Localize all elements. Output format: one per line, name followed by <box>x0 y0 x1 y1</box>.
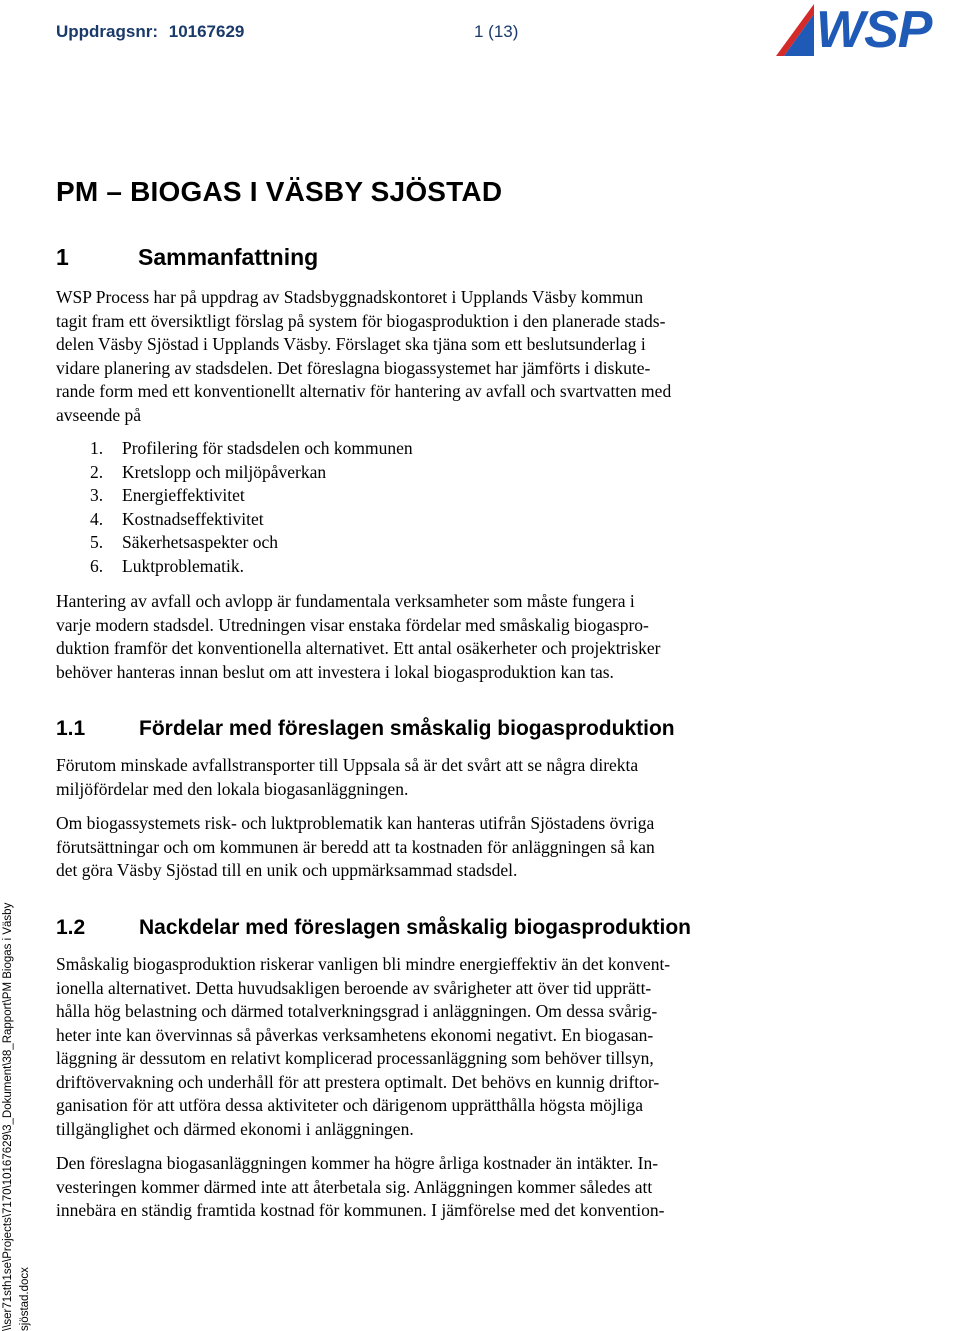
section-1-heading <box>56 244 318 271</box>
wsp-logo <box>770 0 960 62</box>
logo-text: WSP <box>816 1 932 59</box>
section-1-2-paragraph-1: Småskalig biogasproduktion riskerar vanligen bli mindre energieffektiv än det konvent- ionella alternativet. Detta huvudsakligen beroende av svårigheter att över tid upprätt- hålla hög belastning och därmed totalverkningsgrad i anläggningen. Om dessa svårig- heter inte kan övervinnas så påverkas verksamhetens ekonomi negativt. En biogasan- läggning är dessutom en relativt komplicerad processanläggning som behöver tillsyn, driftövervakning och underhåll för att prestera optimalt. Det behövs en kunnig driftor- ganisation för att utföra dessa aktiviteter och därigenom upprätthålla högsta möjliga tillgänglighet och därmed ekonomi i anläggningen. <box>56 954 671 1139</box>
document-title: PM – BIOGAS I VÄSBY SJÖSTAD <box>56 176 503 207</box>
file-path-line: \\ser71sth1se\Projects\7170\10167629\3_Dokument\38_Rapport\PM Biogas i Väsby <box>2 902 14 1331</box>
logo-blue-shape <box>784 14 814 56</box>
list-item: 6. Luktproblematik. <box>90 555 244 576</box>
section-1-2-heading <box>56 916 691 940</box>
section-1-1-heading <box>56 717 675 741</box>
list-item: 5. Säkerhetsaspekter och <box>90 532 278 553</box>
page-indicator: 1 (13) <box>474 22 519 41</box>
section-number: 1.1 <box>56 717 86 740</box>
section-1-1-paragraph-1: Förutom minskade avfallstransporter till Uppsala så är det svårt att se några direkta miljöfördelar med den lokala biogasanläggningen. <box>56 755 639 799</box>
section-1-1-paragraph-2: Om biogassystemets risk- och luktproblematik kan hanteras utifrån Sjöstadens övriga förutsättningar och om kommunen är beredd att ta kostnaden för anläggningen så kan det göra Väsby Sjöstad till en unik och uppmärksammad stadsdel. <box>56 813 655 880</box>
file-name-line: sjöstad.docx <box>19 1267 31 1331</box>
file-path-margin <box>0 891 44 1331</box>
list-item: 1. Profilering för stadsdelen och kommunen <box>90 438 413 458</box>
section-title: Fördelar med föreslagen småskalig biogasproduktion <box>139 717 675 740</box>
list-item: 2. Kretslopp och miljöpåverkan <box>90 461 327 482</box>
section-title: Sammanfattning <box>138 244 319 270</box>
section-number: 1 <box>56 244 69 270</box>
section-1-2-paragraph-2: Den föreslagna biogasanläggningen kommer ha högre årliga kostnader än intäkter. In- vesteringen kommer därmed inte att återbetala sig. Anläggningen kommer således att innebära en ständig framtida kostnad för kommunen. I jämförelse med det konvention- <box>56 1153 665 1220</box>
section-number: 1.2 <box>56 916 86 939</box>
criteria-list <box>90 437 413 579</box>
section-1-paragraph-2: Hantering av avfall och avlopp är fundamentala verksamheter som måste fungera i varje modern stadsdel. Utredningen visar enstaka fördelar med småskalig biogaspro- duktion framför det konventionella alternativet. Ett antal osäkerheter och projektrisker behöver hanteras innan beslut om att investera i lokal biogasproduktion kan tas. <box>56 591 661 682</box>
list-item: 3. Energieffektivitet <box>90 485 245 506</box>
section-1-paragraph-1: WSP Process har på uppdrag av Stadsbyggnadskontoret i Upplands Väsby kommun tagit fram ett översiktligt förslag på system för biogasproduktion i den planerade stads- delen Väsby Sjöstad i Upplands Väsby. Förslaget ska tjäna som ett beslutsunderlag i vidare planering av stadsdelen. Det föreslagna biogassystemet har jämförts i diskute- rande form med ett konventionellt alternativ för hantering av avfall och svartvatten med avseende på <box>56 287 672 425</box>
list-item: 4. Kostnadseffektivitet <box>90 508 264 529</box>
assignment-label: Uppdragsnr: <box>56 22 158 41</box>
assignment-number-header <box>56 22 244 42</box>
section-title: Nackdelar med föreslagen småskalig biogasproduktion <box>139 916 691 939</box>
assignment-number: 10167629 <box>168 22 245 41</box>
